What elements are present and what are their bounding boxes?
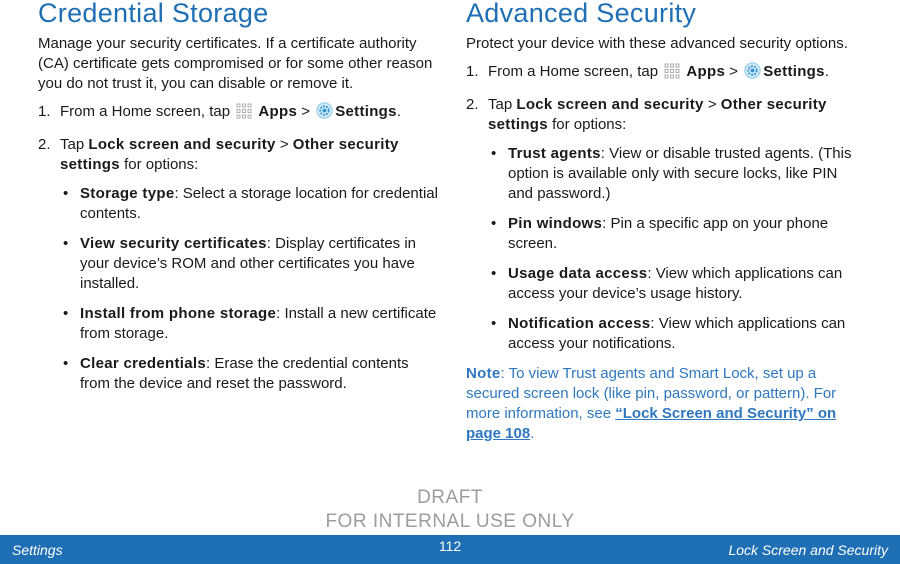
draft-watermark: DRAFT <box>417 487 483 508</box>
step-number: 1. <box>466 63 479 80</box>
settings-label: Settings <box>763 63 825 80</box>
note-label: Note <box>466 365 501 382</box>
options-list <box>60 184 438 394</box>
option-desc: : Install a new certificate from storage. <box>80 305 437 342</box>
note-end: . <box>530 425 535 442</box>
page-footer <box>0 535 900 564</box>
bullet: • <box>491 215 497 232</box>
option-term: Clear credentials <box>80 355 206 372</box>
step-item <box>38 135 438 394</box>
option-term: Pin windows <box>508 215 603 232</box>
list-item <box>60 184 438 224</box>
list-item <box>60 354 438 394</box>
apps-grid-icon <box>664 63 680 85</box>
option-term: View security certificates <box>80 235 267 252</box>
option-term: Notification access <box>508 315 651 332</box>
list-item <box>488 314 866 354</box>
section-intro: Manage your security certificates. If a certificate authority (CA) certificate gets compromised or for some other reason you do not trust it, you can disable or remove it. <box>38 35 433 92</box>
menu-path-other-security: Other security settings <box>488 96 827 133</box>
option-desc: : View which applications can access your notifications. <box>508 315 846 352</box>
option-term: Trust agents <box>508 145 601 162</box>
note-text: : To view Trust agents and Smart Lock, set up a secured screen lock (like pin, password, or pattern). For more information, see <box>466 365 837 422</box>
option-term: Storage type <box>80 185 175 202</box>
step-tap: Tap <box>488 96 513 113</box>
step-item <box>466 62 866 85</box>
option-term: Install from phone storage <box>80 305 277 322</box>
step-number: 2. <box>38 136 51 153</box>
step-number: 2. <box>466 96 479 113</box>
step-text: From a Home screen, tap <box>60 103 231 120</box>
list-item <box>488 144 866 204</box>
section-intro: Protect your device with these advanced security options. <box>466 35 848 52</box>
bullet: • <box>63 305 69 322</box>
gear-icon <box>316 102 333 125</box>
credential-storage-section <box>38 0 438 404</box>
option-desc: : Pin a specific app on your phone screen. <box>508 215 829 252</box>
bullet: • <box>491 315 497 332</box>
apps-label: Apps <box>258 103 298 120</box>
option-desc: : View or disable trusted agents. (This option is available only with secure locks, like PIN and password.) <box>508 145 852 202</box>
list-item <box>488 264 866 304</box>
bullet: • <box>491 145 497 162</box>
path-separator: > <box>729 63 739 80</box>
bullet: • <box>63 235 69 252</box>
note-paragraph <box>466 364 866 444</box>
step-text: for options: <box>124 156 199 173</box>
steps-list <box>466 62 866 354</box>
apps-grid-icon <box>236 103 252 125</box>
step-tap: Tap <box>60 136 85 153</box>
option-desc: : View which applications can access your device’s usage history. <box>508 265 843 302</box>
path-separator: > <box>301 103 311 120</box>
option-term: Usage data access <box>508 265 648 282</box>
option-desc: : Select a storage location for credential contents. <box>80 185 438 222</box>
footer-section: Lock Screen and Security <box>728 542 888 558</box>
options-list <box>488 144 866 354</box>
footer-chapter: Settings <box>12 542 63 558</box>
menu-path-lock-screen: Lock screen and security <box>88 136 276 153</box>
option-desc: : Display certificates in your device’s ROM and other certificates you have installed. <box>80 235 417 292</box>
step-text: From a Home screen, tap <box>488 63 659 80</box>
settings-label: Settings <box>335 103 397 120</box>
bullet: • <box>491 265 497 282</box>
step-text: for options: <box>552 116 627 133</box>
section-title: Credential Storage <box>38 0 269 28</box>
gear-icon <box>744 62 761 85</box>
step-number: 1. <box>38 103 51 120</box>
step-end: . <box>396 103 401 120</box>
list-item <box>60 304 438 344</box>
option-desc: : Erase the credential contents from the device and reset the password. <box>80 355 409 392</box>
steps-list <box>38 102 438 394</box>
internal-use-watermark: FOR INTERNAL USE ONLY <box>325 511 575 532</box>
section-title: Advanced Security <box>466 0 697 28</box>
path-separator: > <box>707 96 717 113</box>
cross-reference-link[interactable]: “Lock Screen and Security” on page 108 <box>466 405 837 442</box>
menu-path-other-security: Other security settings <box>60 136 399 173</box>
advanced-security-section <box>466 0 866 444</box>
path-separator: > <box>279 136 289 153</box>
bullet: • <box>63 355 69 372</box>
step-item <box>38 102 438 125</box>
apps-label: Apps <box>686 63 726 80</box>
menu-path-lock-screen: Lock screen and security <box>516 96 704 113</box>
step-item <box>466 95 866 354</box>
step-end: . <box>824 63 829 80</box>
list-item <box>488 214 866 254</box>
page-number: 112 <box>438 538 462 554</box>
bullet: • <box>63 185 69 202</box>
list-item <box>60 234 438 294</box>
